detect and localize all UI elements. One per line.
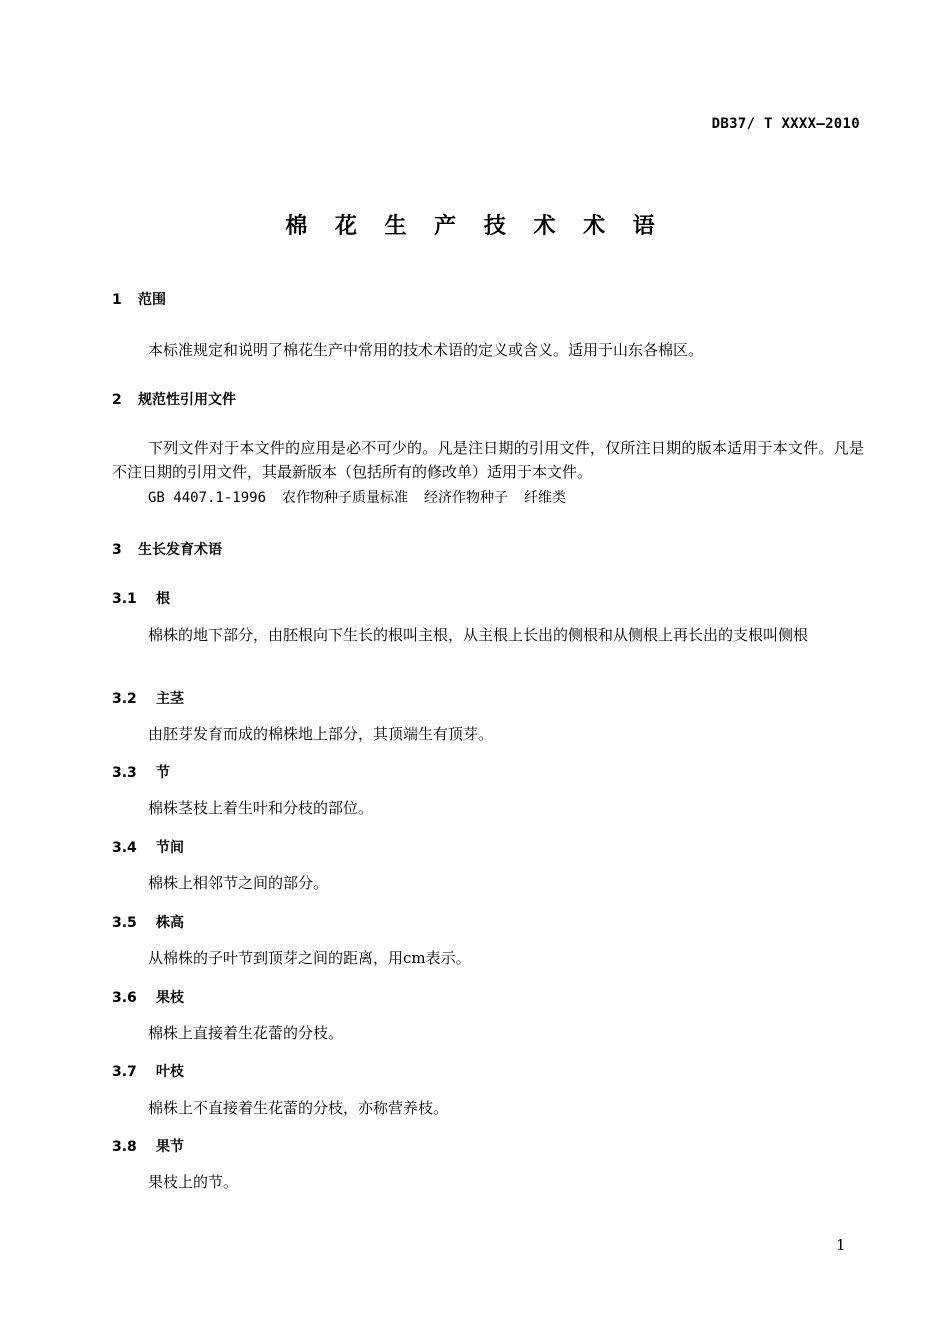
section-number: 1 xyxy=(112,292,122,308)
term-number: 3.1 xyxy=(112,591,137,607)
term-heading xyxy=(112,588,170,608)
term-title: 主茎 xyxy=(156,691,184,707)
term-definition: 棉株上相邻节之间的部分。 xyxy=(148,874,329,892)
term-number: 3.3 xyxy=(112,765,137,781)
term-heading xyxy=(112,1136,184,1156)
section-title: 范围 xyxy=(138,292,166,308)
term-number: 3.6 xyxy=(112,990,137,1006)
section-title: 生长发育术语 xyxy=(138,542,222,558)
term-number: 3.7 xyxy=(112,1064,137,1080)
section-heading-scope xyxy=(112,289,166,309)
document-code: DB37/ T XXXX—2010 xyxy=(711,116,860,132)
term-heading xyxy=(112,987,184,1007)
section-number: 3 xyxy=(112,542,122,558)
reference-entry xyxy=(148,487,582,507)
term-title: 根 xyxy=(156,591,170,607)
term-heading xyxy=(112,688,184,708)
term-number: 3.4 xyxy=(112,840,137,856)
reference-name: 经济作物种子 xyxy=(424,490,509,506)
term-title: 节 xyxy=(156,765,170,781)
references-paragraph: 下列文件对于本文件的应用是必不可少的。凡是注日期的引用文件，仅所注日期的版本适用于本文件。凡是不注日期的引用文件，其最新版本（包括所有的修改单）适用于本文件。 xyxy=(112,439,864,481)
reference-name: 农作物种子质量标准 xyxy=(282,490,409,506)
term-definition: 果枝上的节。 xyxy=(148,1173,239,1191)
term-number: 3.2 xyxy=(112,691,137,707)
term-definition: 棉株茎枝上着生叶和分枝的部位。 xyxy=(148,799,374,817)
term-title: 果枝 xyxy=(156,990,184,1006)
term-title: 株高 xyxy=(156,915,184,931)
term-title: 节间 xyxy=(156,840,184,856)
reference-name: 纤维类 xyxy=(524,490,567,506)
term-title: 果节 xyxy=(156,1139,184,1155)
term-number: 3.5 xyxy=(112,915,137,931)
term-heading xyxy=(112,1061,184,1081)
section-heading-normative-references xyxy=(112,389,236,409)
term-title: 叶枝 xyxy=(156,1064,184,1080)
term-heading xyxy=(112,837,184,857)
term-definition: 由胚芽发育而成的棉株地上部分，其顶端生有顶芽。 xyxy=(148,725,494,743)
term-definition: 棉株上不直接着生花蕾的分枝，亦称营养枝。 xyxy=(148,1099,449,1117)
document-title: 棉 花 生 产 技 术 术 语 xyxy=(285,214,665,239)
section-heading-growth-terms xyxy=(112,539,222,559)
scope-paragraph: 本标准规定和说明了棉花生产中常用的技术术语的定义或含义。适用于山东各棉区。 xyxy=(148,341,704,359)
term-heading xyxy=(112,762,170,782)
section-number: 2 xyxy=(112,392,122,408)
term-definition: 棉株的地下部分，由胚根向下生长的根叫主根，从主根上长出的侧根和从侧根上再长出的支根叫侧根 xyxy=(148,626,809,644)
term-definition: 从棉株的子叶节到顶芽之间的距离，用cm表示。 xyxy=(148,949,471,967)
term-heading xyxy=(112,912,184,932)
term-number: 3.8 xyxy=(112,1139,137,1155)
page-number: 1 xyxy=(836,1236,846,1254)
section-title: 规范性引用文件 xyxy=(138,392,236,408)
reference-code: GB 4407.1-1996 xyxy=(148,490,267,506)
term-definition: 棉株上直接着生花蕾的分枝。 xyxy=(148,1024,344,1042)
